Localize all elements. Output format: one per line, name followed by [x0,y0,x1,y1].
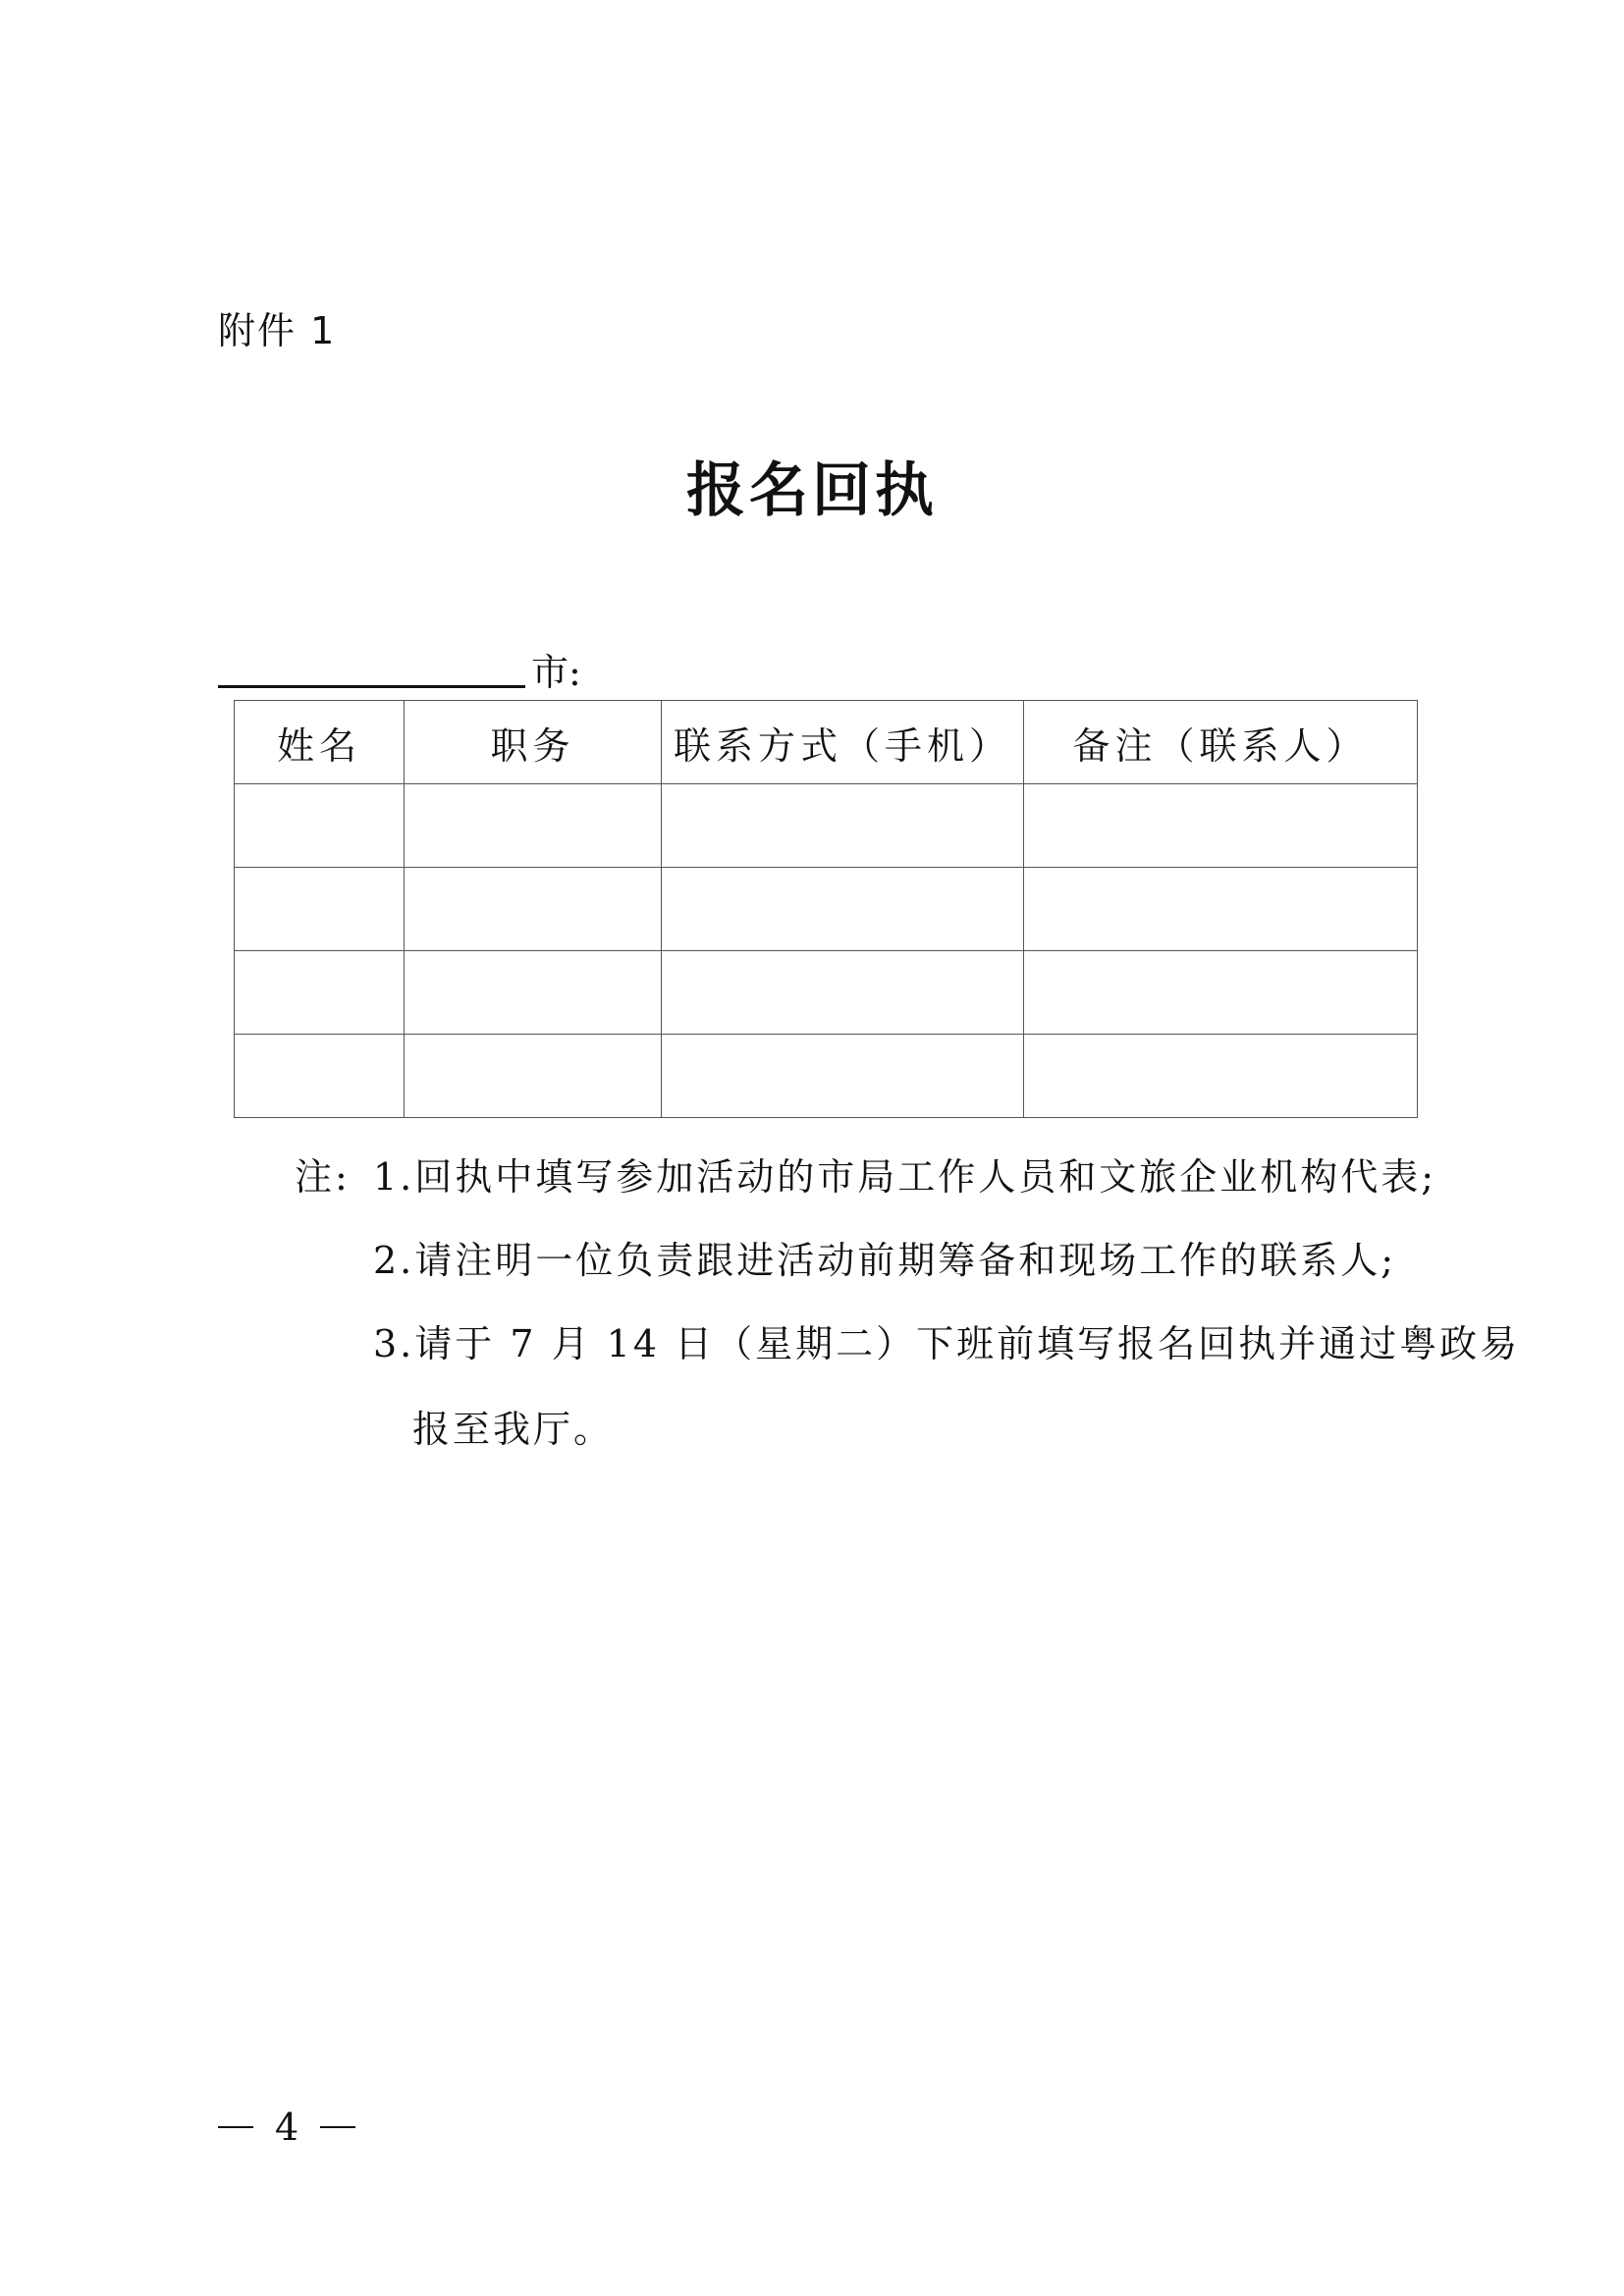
table-row [235,951,1418,1035]
table-row [235,1035,1418,1118]
table-cell[interactable] [405,951,662,1035]
page-number-left-dash [218,2126,253,2128]
header-position: 职务 [405,701,662,784]
table-cell[interactable] [235,951,405,1035]
notes-prefix: 注: [295,1155,351,1199]
table-cell[interactable] [405,784,662,868]
city-line [218,638,581,694]
table-row [235,868,1418,951]
header-contact: 联系方式（手机） [662,701,1024,784]
header-name: 姓名 [235,701,405,784]
table-row [235,784,1418,868]
header-remarks: 备注（联系人） [1024,701,1418,784]
table-cell[interactable] [662,1035,1024,1118]
attachment-label: 附件 1 [218,309,337,352]
table-cell[interactable] [662,784,1024,868]
table-cell[interactable] [405,868,662,951]
table-cell[interactable] [235,1035,405,1118]
table-cell[interactable] [1024,868,1418,951]
note-item-3: 3.请于 7 月 14 日（星期二）下班前填写报名回执并通过粤政易 [373,1322,1521,1365]
page-title: 报名回执 [686,456,938,525]
city-blank-underline [218,685,525,688]
page-number-right-dash [320,2126,355,2128]
note-item-3-continuation: 报至我厅。 [412,1408,615,1451]
table-cell[interactable] [405,1035,662,1118]
city-label: 市: [531,651,581,694]
table-cell[interactable] [1024,951,1418,1035]
table-cell[interactable] [1024,784,1418,868]
note-item-2: 2.请注明一位负责跟进活动前期筹备和现场工作的联系人; [373,1239,1397,1282]
table-cell[interactable] [235,868,405,951]
table-cell[interactable] [1024,1035,1418,1118]
note-item-1: 1.回执中填写参加活动的市局工作人员和文旅企业机构代表; [373,1155,1437,1199]
registration-table [234,700,1418,1118]
table-cell[interactable] [662,951,1024,1035]
table-cell[interactable] [235,784,405,868]
table-cell[interactable] [662,868,1024,951]
page-number-text: 4 [275,2106,299,2149]
table-header-row [235,701,1418,784]
page-number [218,2106,355,2149]
